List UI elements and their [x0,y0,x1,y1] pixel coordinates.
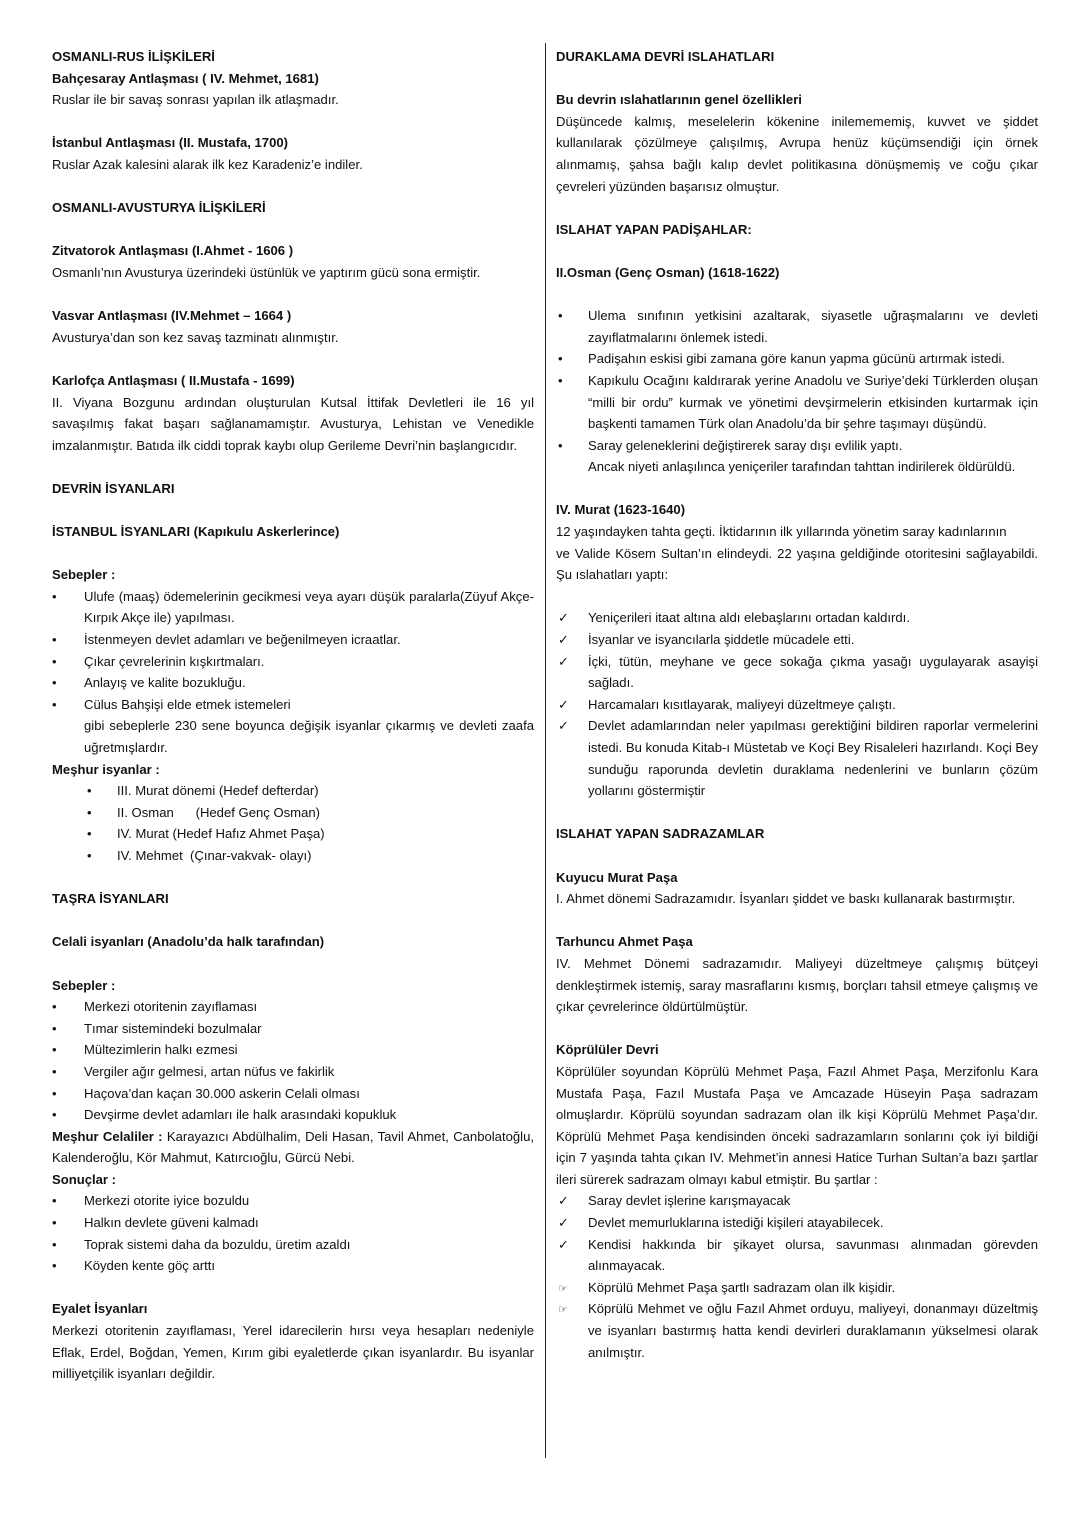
list-item: • Saray geleneklerini değiştirerek saray dışı evlilik yaptı. [556,435,1038,457]
vizier-heading: Kuyucu Murat Paşa [556,869,678,885]
treaty-text: Ruslar ile bir savaş sonrası yapılan ilk atlaşmadır. [52,92,339,108]
check-icon [558,629,569,651]
list-item: ✓ Saray devlet işlerine karışmayacak [556,1190,1038,1212]
pointing-hand-icon [558,1298,568,1322]
list-continuation: gibi sebeplerle 230 sene boyunca değişik isyanlar çıkarmış ve devleti zaafa uğretmışlardır. [84,718,534,755]
paragraph: I. Ahmet dönemi Sadrazamıdır. İsyanları şiddet ve baskı kullanarak bastırmıştır. [556,891,1016,907]
list-item: • Ulufe (maaş) ödemelerinin gecikmesi veya ayarı düşük paralarla(Züyuf Akçe- Kırpık Akçe ile) yapılması. [52,586,534,629]
list-item: ☞ Köprülü Mehmet Paşa şartlı sadrazam olan ilk kişidir. [556,1277,1038,1299]
subsection-heading: İSTANBUL İSYANLARI (Kapıkulu Askerlerince) [52,524,340,540]
list-item: • Mültezimlerin halkı ezmesi [52,1039,534,1061]
list-item: • IV. Murat (Hedef Hafız Ahmet Paşa) [52,823,534,845]
list-item: • Vergiler ağır gelmesi, artan nüfus ve fakirlik [52,1061,534,1083]
check-icon [558,1190,569,1212]
list-item: ☞ Köprülü Mehmet ve oğlu Fazıl Ahmet orduyu, maliyeyi, donanmayı düzeltmiş ve isyanları bastırmış hatta kendi devirleri duraklamanın yükselmesi olarak anılmıştır. [556,1298,1038,1363]
list-item: • Merkezi otorite iyice bozuldu [52,1190,534,1212]
list-item: • Köyden kente göç arttı [52,1255,534,1277]
subsection-heading: TAŞRA İSYANLARI [52,891,169,907]
section-heading: ISLAHAT YAPAN SADRAZAMLAR [556,826,765,842]
list-continuation: Ancak niyeti anlaşılınca yeniçeriler tarafından tahttan indirilerek öldürüldü. [588,459,1016,475]
list-item: • II. Osman (Hedef Genç Osman) [52,802,534,824]
list-item: • Halkın devlete güveni kalmadı [52,1212,534,1234]
list-item: ✓ Harcamaları kısıtlayarak, maliyeyi düzeltmeye çalıştı. [556,694,1038,716]
check-icon [558,607,569,629]
label: Sonuçlar : [52,1171,117,1187]
treaty-heading: Bahçesaray Antlaşması ( IV. Mehmet, 1681) [52,70,319,86]
list-item: • Haçova’dan kaçan 30.000 askerin Celali olması [52,1083,534,1105]
list-item: ✓ Devlet adamlarından neler yapılması gerektiğini bildiren raporlar vermelerini istedi. Bu konuda Kitab-ı Müstetab ve Koçi Bey Risaleleri hazırlandı. Koçi Bey sunduğu raporunda devletin duraklama nedenlerini ve bunların çözüm yollarını göstermiştir [556,715,1038,801]
label: Sebepler : [52,977,116,993]
section-heading: ISLAHAT YAPAN PADİŞAHLAR: [556,221,752,237]
section-heading: OSMANLI-RUS İLİŞKİLERİ [52,49,215,64]
vizier-heading: Köprülüler Devri [556,1042,659,1058]
paragraph: Köprülüler soyundan Köprülü Mehmet Paşa, Fazıl Ahmet Paşa, Merzifonlu Kara Mustafa Paşa, Fazıl Mustafa Paşa ve Amcazade Hüseyin Paşa sadrazam olmuşlardır. Köprülü soyundan sadrazam olan ilk kişi Köprülü Mehmet Paşa’dır. Köprülü Mehmet Paşa kendisinden önceki sadrazamların sonlarını çok iyi bildiği için 7 yaşında tahta çıkan IV. Mehmet’in annesi Hatice Turhan Sultan’a bazı şartlar ileri sürerek sadrazam olmayı kabul etmiştir. Bu şartlar : [556,1063,1038,1187]
subsection-heading: Celali isyanları (Anadolu’da halk tarafından) [52,934,325,950]
subsection-heading: Eyalet İsyanları [52,1301,148,1317]
list-item: • III. Murat dönemi (Hedef defterdar) [52,780,534,802]
section-heading: OSMANLI-AVUSTURYA İLİŞKİLERİ [52,200,266,216]
paragraph: ve Valide Kösem Sultan’ın elindeydi. 22 yaşına geldiğinde otoritesini sağlayabildi. Şu ıslahatları yaptı: [556,545,1038,583]
label: Sebepler : [52,567,116,583]
paragraph: Merkezi otoritenin zayıflaması, Yerel idarecilerin hırsı veya hesapları nedeniyle Eflak, Erdel, Boğdan, Yemen, Kırım gibi eyaletlerde çıkan isyanlardır. Bu isyanlar milliyetçilik isyanları değildir. [52,1323,534,1382]
list-item: • Cülus Bahşişi elde etmek istemeleri [52,694,534,716]
ruler-heading: IV. Murat (1623-1640) [556,502,686,518]
list-item: ✓ Yeniçerileri itaat altına aldı elebaşlarını ortadan kaldırdı. [556,607,1038,629]
treaty-text: Ruslar Azak kalesini alarak ilk kez Karadeniz’e indiler. [52,156,363,172]
list-item: ✓ Devlet memurluklarına istediği kişileri atayabilecek. [556,1212,1038,1234]
treaty-text: II. Viyana Bozgunu ardından oluşturulan Kutsal İttifak Devletleri ile 16 yıl savaşılmış fakat başarı sağlanamamıştır. Avusturya, Lehistan ve Venedikle imzalanmıştır. Batıda ilk ciddi toprak kaybı olup Gerileme Devri’nin başlangıcıdır. [52,394,534,453]
pointing-hand-icon [558,1277,568,1301]
paragraph: IV. Mehmet Dönemi sadrazamıdır. Maliyeyi düzeltmeye çalışmış bütçeyi denkleştirmek istemiş, saray masraflarını kısmış, borçları tahsil etmeye çalışmış ve çıkar çevrelerince öldürtülmüştür. [556,955,1038,1015]
list-item: • IV. Mehmet (Çınar-vakvak- olayı) [52,845,534,867]
list-item: • Toprak sistemi daha da bozuldu, üretim azaldı [52,1234,534,1256]
ruler-heading: II.Osman (Genç Osman) (1618-1622) [556,264,780,280]
treaty-text: Avusturya’dan son kez savaş tazminatı alınmıştır. [52,329,339,345]
paragraph: Düşüncede kalmış, meselelerin kökenine inilemememiş, kuvvet ve şiddet kullanılarak çözülmeye çalışılmış, Avrupa henüz küçümsendiği için örnek alınmamış, şahsa bağlı kalıp devlet politikasına dönüşmemiş ve coğu çıkar çevreleri yüzünden başarısız olmuştur. [556,113,1038,194]
treaty-heading: İstanbul Antlaşması (II. Mustafa, 1700) [52,135,288,151]
column-divider [545,43,546,1458]
list-item: • Tımar sistemindeki bozulmalar [52,1018,534,1040]
label: Meşhur isyanlar : [52,761,160,777]
treaty-heading: Vasvar Antlaşması (IV.Mehmet – 1664 ) [52,308,292,324]
list-item: • Ulema sınıfının yetkisini azaltarak, siyasetle uğraşmalarını ve devleti zayıflatmalarını önlemek istedi. [556,305,1038,348]
check-icon [558,694,569,716]
list-item: • Merkezi otoritenin zayıflaması [52,996,534,1018]
treaty-heading: Zitvatorok Antlaşması (I.Ahmet - 1606 ) [52,243,294,259]
list-item: ✓ İçki, tütün, meyhane ve gece sokağa çıkma yasağı uygulayarak asayişi sağladı. [556,651,1038,694]
list-item: • Çıkar çevrelerinin kışkırtmaları. [52,651,534,673]
check-icon [558,651,569,673]
check-icon [558,1212,569,1234]
check-icon [558,1234,569,1256]
vizier-heading: Tarhuncu Ahmet Paşa [556,934,693,950]
right-column [556,46,1038,1363]
list-item: • Anlayış ve kalite bozukluğu. [52,672,534,694]
subsection-heading: Bu devrin ıslahatlarının genel özellikleri [556,92,802,108]
list-item: • Devşirme devlet adamları ile halk arasındaki kopukluk [52,1104,534,1126]
list-item: ✓ İsyanlar ve isyancılarla şiddetle mücadele etti. [556,629,1038,651]
celaliler-paragraph: Meşhur Celaliler : Karayazıcı Abdülhalim, Deli Hasan, Tavil Ahmet, Canbolatoğlu, Kalenderoğlu, Kör Mahmut, Katırcıoğlu, Gürcü Nebi. [52,1128,534,1166]
list-item: ✓ Kendisi hakkında bir şikayet olursa, savunması alınmadan görevden alınmayacak. [556,1234,1038,1277]
check-icon [558,715,569,737]
treaty-text: Osmanlı’nın Avusturya üzerindeki üstünlük ve yaptırım gücü sona ermiştir. [52,264,481,280]
paragraph: 12 yaşındayken tahta geçti. İktidarının ilk yıllarında yönetim saray kadınlarının [556,524,1007,540]
list-item: • İstenmeyen devlet adamları ve beğenilmeyen icraatlar. [52,629,534,651]
section-heading: DEVRİN İSYANLARI [52,480,175,496]
treaty-heading: Karlofça Antlaşması ( II.Mustafa - 1699) [52,372,295,388]
list-item: • Kapıkulu Ocağını kaldırarak yerine Anadolu ve Suriye’deki Türklerden oluşan “milli bir ordu” kurmak ve yönetimi devşirmelerin etkisinden kurtarmak için başkenti tamamen Türk olan Anadolu’da bir şehre taşımayı düşündü. [556,370,1038,435]
list-item: • Padişahın eskisi gibi zamana göre kanun yapma gücünü artırmak istedi. [556,348,1038,370]
left-column [52,46,534,1385]
section-heading: DURAKLAMA DEVRİ ISLAHATLARI [556,49,775,64]
